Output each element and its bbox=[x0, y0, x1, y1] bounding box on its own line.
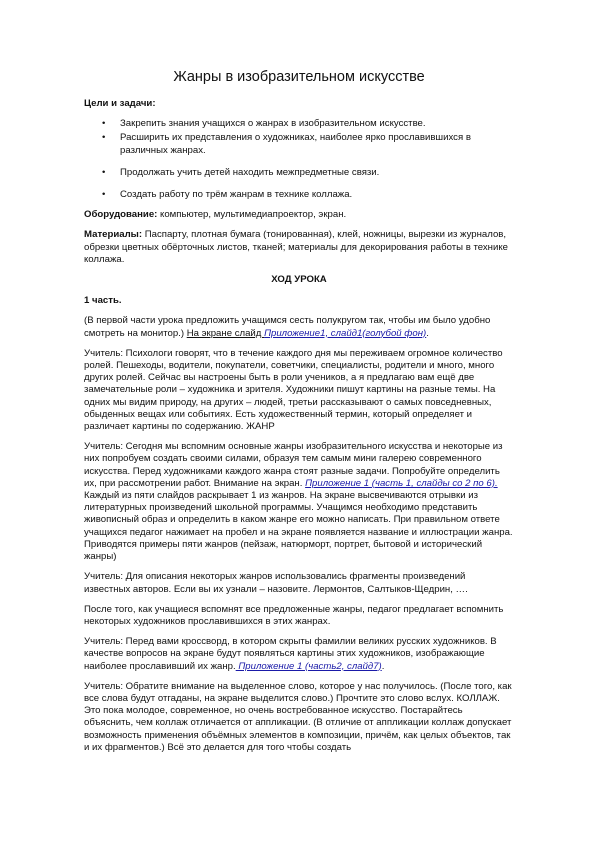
course-heading: ХОД УРОКА bbox=[271, 274, 327, 286]
appendix-link-1[interactable]: Приложение1, слайд1(голубой фон) bbox=[264, 327, 427, 339]
appendix-link-2[interactable]: Приложение 1 (часть 1, слайды со 2 по 6). bbox=[305, 477, 498, 489]
part1-heading: 1 часть. bbox=[84, 295, 122, 307]
page-title: Жанры в изобразительном искусстве bbox=[173, 69, 425, 85]
equipment-label: Оборудование: bbox=[84, 209, 158, 221]
paragraph-7: Учитель: Обратите внимание на выделенное слово, которое у нас получилось. (После того, как все слова будут отгаданы, на экране выделится слово.) Прочтите это слово вслух. КОЛЛАЖ. Это пока молодое, современное, но очень востребованное искусство. Постарайтесь объяснить, чем коллаж отличается от аппликации. (В отличие от аппликации коллаж допускает возможность применения объёмных элементов в композиции, причём, как целых объектов, так и их фрагментов.) Всё это делается для того чтобы создать bbox=[84, 680, 512, 753]
paragraph-3: Учитель: Сегодня мы вспомним основные жанры изобразительного искусства и некоторые из них попробуем создать своими силами, образуя тем самым мини галерею современного искусства. Перед художниками каждого жанра стоят разные задачи. Попробуйте определить их, при рассмотрении работ. Внимание на экран. Приложение 1 (часть 1, слайды со 2 по 6). Каждый из пяти слайдов раскрывает 1 из жанров. На экране высвечиваются отрывки из литературных произведений школьной программы. Учащимся необходимо представить живописный образ и определить в каком жанре его можно написать. При правильном ответе учащихся педагог нажимает на пробел и на экране появляется название и иллюстрации жанра. Приводятся примеры пяти жанров (пейзаж, натюрморт, портрет, бытовой и исторический жанры) bbox=[84, 441, 513, 563]
materials-paragraph: Материалы: Паспарту, плотная бумага (тонированная), клей, ножницы, вырезки из журналов, обрезки цветных обёрточных листов, тканей; материалы для декорирования работы в технике коллажа. bbox=[84, 229, 508, 265]
goals-heading: Цели и задачи: bbox=[84, 98, 156, 109]
paragraph-2: Учитель: Психологи говорят, что в течение каждого дня мы переживаем огромное количество ролей. Пешеходы, водители, покупатели, советчики, специалисты, родители и много, много других ролей. Сейчас вы настроены быть в роли учеников, а я предлагаю вам ещё две замечательные роли – художника и зрителя. Художники пишут картины на разные темы. На одних мы видим природу, на других – людей, третьи рассказывают о самых повседневных, обыденных вещах или событиях. Есть художественный термин, который определяет и различает картины по содержанию. ЖАНР bbox=[84, 347, 503, 433]
list-item: • Продолжать учить детей находить межпредметные связи. bbox=[102, 166, 380, 178]
bullet-icon: • bbox=[102, 189, 106, 201]
materials-label: Материалы: bbox=[84, 229, 143, 241]
paragraph-6: Учитель: Перед вами кроссворд, в котором скрыты фамилии великих русских художников. В качестве вопросов на экране будут появляться картины этих художников, изображающие наиболее прославивший их жанр. Приложение 1 (часть2, слайд7). bbox=[84, 636, 497, 672]
bullet-icon: • bbox=[102, 132, 106, 144]
document-page bbox=[84, 68, 514, 762]
bullet-icon: • bbox=[102, 166, 106, 178]
equipment-paragraph: Оборудование: компьютер, мультимедиапроектор, экран. bbox=[84, 209, 347, 221]
list-item: • Расширить их представления о художниках, наиболее ярко прославившихся в различных жанрах. bbox=[102, 132, 471, 156]
bullet-icon: • bbox=[102, 118, 106, 130]
appendix-link-3[interactable]: Приложение 1 (часть2, слайд7) bbox=[235, 660, 382, 672]
paragraph-5: После того, как учащиеся вспомнят все предложенные жанры, педагог предлагает вспомнить некоторых художников прославившихся в этих жанрах. bbox=[84, 603, 504, 627]
paragraph-4: Учитель: Для описания некоторых жанров использовались фрагменты произведений известных авторов. Если вы их узнали – назовите. Лермонтов, Салтыков-Щедрин, …. bbox=[84, 571, 468, 595]
paragraph-1: (В первой части урока предложить учащимся сесть полукругом так, чтобы им было удобно смотреть на монитор.) На экране слайд Приложение1, слайд1(голубой фон). bbox=[84, 315, 491, 339]
goals-list bbox=[84, 118, 514, 201]
list-item: • Создать работу по трём жанрам в технике коллажа. bbox=[102, 189, 353, 201]
list-item: • Закрепить знания учащихся о жанрах в изобразительном искусстве. bbox=[102, 118, 426, 130]
